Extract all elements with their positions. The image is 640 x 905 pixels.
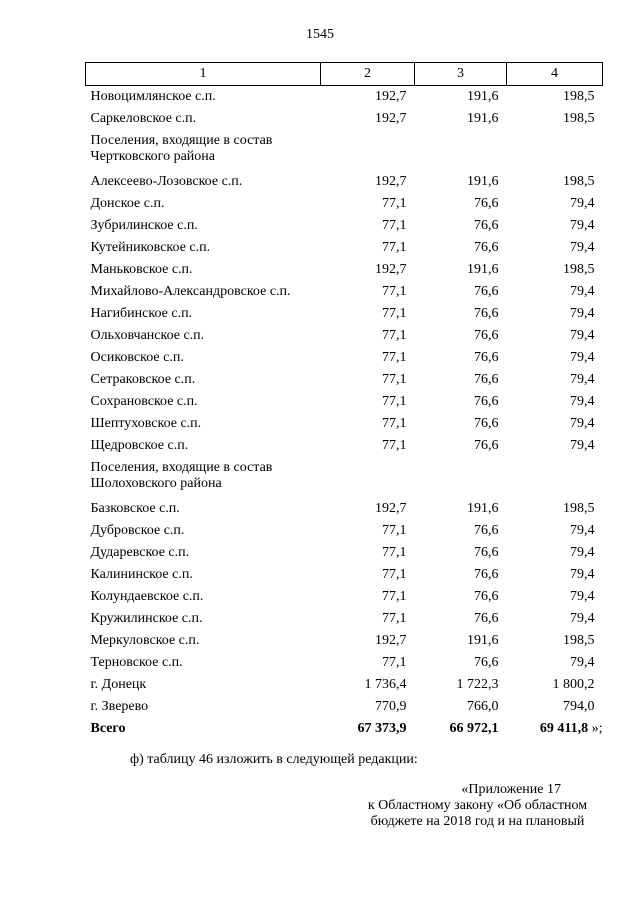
section-header-cell — [86, 130, 603, 171]
section-header-line-2: Шолоховского района — [90, 476, 222, 491]
value-cell-col-4: 79,4 — [570, 372, 595, 387]
settlement-name-cell: Шептуховское с.п. — [90, 416, 202, 431]
value-cell-col-4: 79,4 — [570, 328, 595, 343]
table-row — [86, 696, 603, 718]
value-cell-col-4: 198,5 — [563, 262, 595, 277]
value-cell-col-3: 191,6 — [467, 633, 499, 648]
column-header-1: 1 — [86, 63, 321, 86]
value-cell-col-3: 76,6 — [474, 416, 499, 431]
value-cell-col-2: 770,9 — [375, 699, 407, 714]
settlement-name-cell: Саркеловское с.п. — [90, 111, 197, 126]
table-row — [86, 608, 603, 630]
settlement-name-cell: Осиковское с.п. — [90, 350, 184, 365]
settlement-name-cell: Колундаевское с.п. — [90, 589, 204, 604]
value-cell-col-4: 79,4 — [570, 350, 595, 365]
settlement-name-cell: Всего — [90, 721, 126, 736]
column-header-2: 2 — [321, 63, 415, 86]
value-cell-col-2: 77,1 — [382, 545, 407, 560]
value-cell-col-2: 77,1 — [382, 372, 407, 387]
table-row — [86, 586, 603, 608]
total-row — [86, 718, 603, 740]
value-cell-col-2: 77,1 — [382, 438, 407, 453]
value-cell-col-2: 77,1 — [382, 567, 407, 582]
settlement-name-cell: г. Зверево — [90, 699, 149, 714]
value-cell-col-3: 191,6 — [467, 174, 499, 189]
closing-quote: »; — [588, 721, 603, 736]
value-cell-col-3: 76,6 — [474, 523, 499, 538]
value-cell-col-3: 76,6 — [474, 218, 499, 233]
value-cell-col-3: 76,6 — [474, 196, 499, 211]
table-row — [86, 86, 603, 109]
value-cell-col-2: 77,1 — [382, 218, 407, 233]
table-row — [86, 391, 603, 413]
value-cell-col-3: 76,6 — [474, 567, 499, 582]
value-cell-col-3: 76,6 — [474, 350, 499, 365]
settlement-name-cell: Маньковское с.п. — [90, 262, 193, 277]
appendix-line-1: «Приложение 17 — [461, 782, 561, 797]
table-row — [86, 171, 603, 193]
value-cell-col-3: 191,6 — [467, 501, 499, 516]
value-cell-col-3: 191,6 — [467, 89, 499, 104]
table-row — [86, 435, 603, 457]
table-body — [86, 86, 603, 741]
value-cell-col-4: 198,5 — [563, 633, 595, 648]
settlement-name-cell: Кружилинское с.п. — [90, 611, 203, 626]
value-cell-col-4 — [507, 718, 603, 740]
table-row — [86, 215, 603, 237]
settlement-name-cell: Дударевское с.п. — [90, 545, 190, 560]
instruction-text: ф) таблицу 46 изложить в следующей редакции: — [130, 752, 418, 767]
value-cell-col-4: 79,4 — [570, 284, 595, 299]
settlement-name-cell: Базковское с.п. — [90, 501, 180, 516]
table-row — [86, 193, 603, 215]
value-cell-col-2: 77,1 — [382, 523, 407, 538]
table-row — [86, 303, 603, 325]
budget-table — [85, 62, 603, 740]
table-row — [86, 259, 603, 281]
value-cell-col-4: 79,4 — [570, 589, 595, 604]
table-row — [86, 630, 603, 652]
value-cell-col-4: 198,5 — [563, 89, 595, 104]
value-cell-col-3: 66 972,1 — [449, 721, 499, 736]
value-cell-col-4: 198,5 — [563, 174, 595, 189]
settlement-name-cell: Меркуловское с.п. — [90, 633, 200, 648]
value-cell-col-3: 76,6 — [474, 611, 499, 626]
value-cell-col-4: 1 800,2 — [552, 677, 595, 692]
value-cell-col-3: 76,6 — [474, 589, 499, 604]
value-cell-col-4: 79,4 — [570, 655, 595, 670]
value-cell-col-2: 77,1 — [382, 328, 407, 343]
section-header-row — [86, 130, 603, 171]
value-cell-col-2: 67 373,9 — [357, 721, 407, 736]
value-cell-col-2: 192,7 — [375, 174, 407, 189]
table-row — [86, 413, 603, 435]
column-header-4: 4 — [507, 63, 603, 86]
value-cell-col-4: 79,4 — [570, 218, 595, 233]
value-cell-col-2: 1 736,4 — [364, 677, 407, 692]
settlement-name-cell: Сетраковское с.п. — [90, 372, 196, 387]
section-header-line-2: Чертковского района — [90, 149, 215, 164]
value-cell-col-3: 191,6 — [467, 262, 499, 277]
table-row — [86, 652, 603, 674]
table-row — [86, 369, 603, 391]
value-cell-col-2: 77,1 — [382, 240, 407, 255]
value-cell-col-3: 76,6 — [474, 438, 499, 453]
value-cell-col-4: 79,4 — [570, 394, 595, 409]
settlement-name-cell: Терновское с.п. — [90, 655, 183, 670]
settlement-name-cell: Дубровское с.п. — [90, 523, 185, 538]
appendix-line-3: бюджете на 2018 год и на плановый — [370, 814, 585, 829]
value-cell-col-2: 192,7 — [375, 111, 407, 126]
section-header-row — [86, 457, 603, 498]
value-cell-col-4: 198,5 — [563, 501, 595, 516]
value-cell-col-3: 76,6 — [474, 655, 499, 670]
table-row — [86, 674, 603, 696]
value-cell-col-3: 76,6 — [474, 240, 499, 255]
table-header-row — [86, 63, 603, 86]
value-cell-col-3: 191,6 — [467, 111, 499, 126]
settlement-name-cell: Зубрилинское с.п. — [90, 218, 198, 233]
table-row — [86, 347, 603, 369]
column-header-3: 3 — [415, 63, 507, 86]
settlement-name-cell: Щедровское с.п. — [90, 438, 189, 453]
table-row — [86, 281, 603, 303]
table-row — [86, 564, 603, 586]
table-row — [86, 542, 603, 564]
settlement-name-cell: Нагибинское с.п. — [90, 306, 193, 321]
value-cell-col-4: 79,4 — [570, 196, 595, 211]
settlement-name-cell: Кутейниковское с.п. — [90, 240, 211, 255]
page-number: 1545 — [306, 27, 334, 42]
table-row — [86, 325, 603, 347]
total-value: 69 411,8 — [539, 721, 589, 736]
settlement-name-cell: Сохрановское с.п. — [90, 394, 198, 409]
settlement-name-cell: г. Донецк — [90, 677, 147, 692]
value-cell-col-2: 77,1 — [382, 589, 407, 604]
value-cell-col-3: 1 722,3 — [456, 677, 499, 692]
table-row — [86, 498, 603, 520]
value-cell-col-3: 76,6 — [474, 394, 499, 409]
value-cell-col-2: 77,1 — [382, 394, 407, 409]
value-cell-col-3: 76,6 — [474, 328, 499, 343]
settlement-name-cell: Калининское с.п. — [90, 567, 193, 582]
value-cell-col-3: 76,6 — [474, 306, 499, 321]
value-cell-col-2: 192,7 — [375, 633, 407, 648]
section-header-cell — [86, 457, 603, 498]
value-cell-col-3: 766,0 — [467, 699, 499, 714]
value-cell-col-3: 76,6 — [474, 372, 499, 387]
value-cell-col-2: 77,1 — [382, 306, 407, 321]
appendix-line-2: к Областному закону «Об областном — [367, 798, 588, 813]
value-cell-col-4: 79,4 — [570, 523, 595, 538]
settlement-name-cell: Новоцимлянское с.п. — [90, 89, 216, 104]
value-cell-col-4: 79,4 — [570, 567, 595, 582]
value-cell-col-2: 77,1 — [382, 284, 407, 299]
value-cell-col-2: 192,7 — [375, 89, 407, 104]
settlement-name-cell: Ольховчанское с.п. — [90, 328, 205, 343]
settlement-name-cell: Михайлово-Александровское с.п. — [90, 284, 291, 299]
section-header-line-1: Поселения, входящие в состав — [90, 133, 273, 148]
value-cell-col-2: 192,7 — [375, 501, 407, 516]
value-cell-col-2: 77,1 — [382, 196, 407, 211]
value-cell-col-2: 77,1 — [382, 655, 407, 670]
value-cell-col-2: 192,7 — [375, 262, 407, 277]
settlement-name-cell: Алексеево-Лозовское с.п. — [90, 174, 243, 189]
appendix-caption — [350, 782, 605, 830]
value-cell-col-4: 79,4 — [570, 545, 595, 560]
value-cell-col-4: 79,4 — [570, 416, 595, 431]
table-row — [86, 108, 603, 130]
value-cell-col-2: 77,1 — [382, 416, 407, 431]
table-row — [86, 237, 603, 259]
value-cell-col-2: 77,1 — [382, 350, 407, 365]
table-row — [86, 520, 603, 542]
value-cell-col-4: 79,4 — [570, 240, 595, 255]
value-cell-col-4: 79,4 — [570, 438, 595, 453]
value-cell-col-3: 76,6 — [474, 284, 499, 299]
settlement-name-cell: Донское с.п. — [90, 196, 165, 211]
value-cell-col-4: 79,4 — [570, 611, 595, 626]
section-header-line-1: Поселения, входящие в состав — [90, 460, 273, 475]
value-cell-col-2: 77,1 — [382, 611, 407, 626]
value-cell-col-4: 198,5 — [563, 111, 595, 126]
value-cell-col-3: 76,6 — [474, 545, 499, 560]
value-cell-col-4: 794,0 — [563, 699, 595, 714]
value-cell-col-4: 79,4 — [570, 306, 595, 321]
